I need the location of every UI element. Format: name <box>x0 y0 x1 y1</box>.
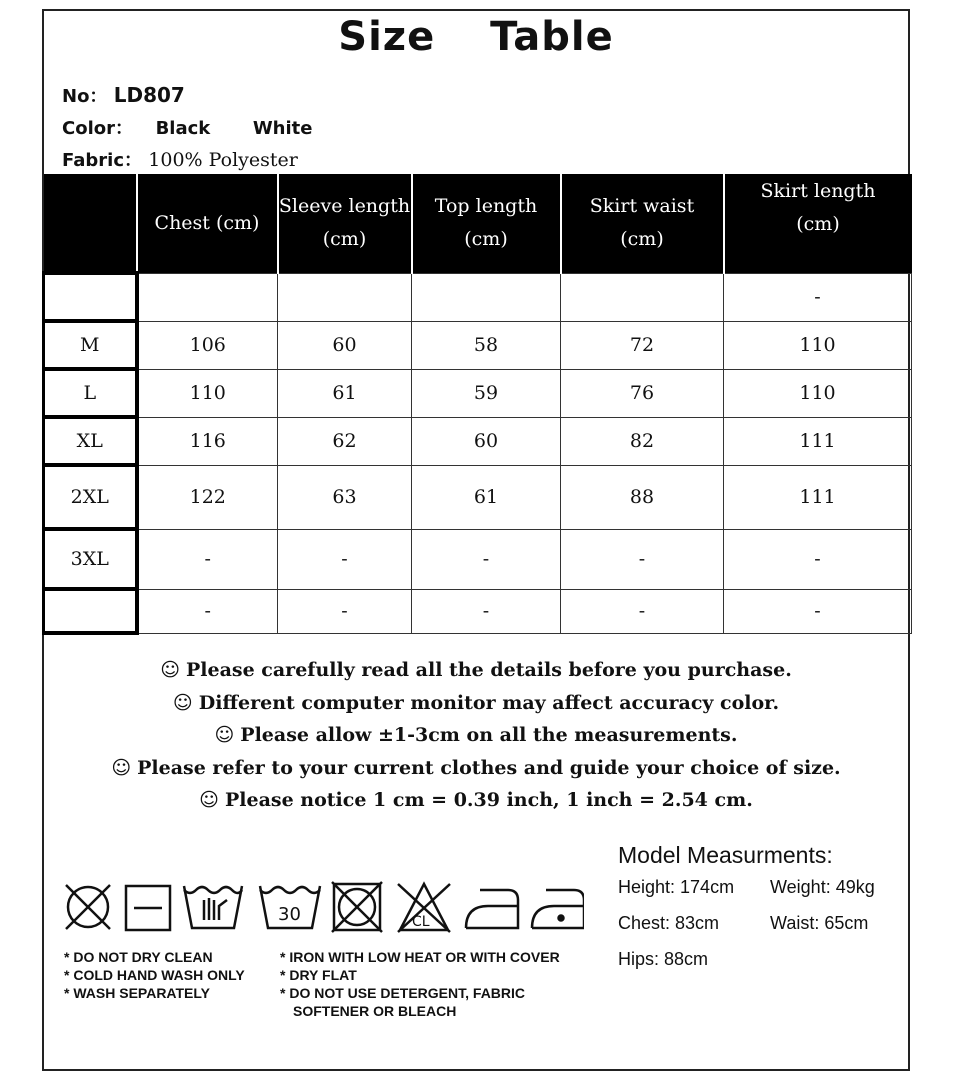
size-table <box>42 174 912 635</box>
dry-flat-icon <box>126 886 170 930</box>
table-cell: 76 <box>561 369 724 417</box>
header-top-length: Top length (cm) <box>412 174 561 273</box>
no-bleach-icon <box>398 884 450 932</box>
no-dry-clean-icon <box>66 885 110 929</box>
header-sleeve-length: Sleeve length (cm) <box>278 174 412 273</box>
header-chest: Chest (cm) <box>137 174 278 273</box>
table-cell: 59 <box>412 369 561 417</box>
table-row <box>44 321 912 369</box>
care-line: * DO NOT USE DETERGENT, FABRIC <box>280 985 526 1001</box>
table-row <box>44 369 912 417</box>
note-line: ☺ Different computer monitor may affect accuracy color. <box>172 691 780 714</box>
table-cell: 88 <box>561 465 724 529</box>
care-line: * IRON WITH LOW HEAT OR WITH COVER <box>280 949 560 965</box>
product-number <box>62 82 185 108</box>
table-row <box>44 589 912 633</box>
table-cell: - <box>561 529 724 589</box>
smiley-icon: ☺ <box>214 724 235 746</box>
header-skirt-waist: Skirt waist (cm) <box>561 174 724 273</box>
header-size <box>44 174 137 273</box>
care-icons <box>64 876 584 938</box>
table-cell: - <box>278 589 412 633</box>
size-table-header <box>44 174 912 273</box>
note-line: ☺ Please refer to your current clothes and guide your choice of size. <box>111 756 841 779</box>
size-cell: 3XL <box>44 529 137 589</box>
color-label: Color： <box>62 118 133 139</box>
table-cell: 58 <box>412 321 561 369</box>
care-line: SOFTENER OR BLEACH <box>293 1003 457 1019</box>
model-chest: Chest: 83cm <box>618 913 720 933</box>
fabric-label: Fabric： <box>62 150 142 171</box>
model-measurements <box>618 842 922 985</box>
care-instructions-right <box>280 948 560 1020</box>
size-cell <box>44 589 137 633</box>
table-cell: 72 <box>561 321 724 369</box>
table-cell: - <box>412 589 561 633</box>
table-row <box>44 529 912 589</box>
wash-30-icon <box>260 886 320 928</box>
fabric-value: 100% Polyester <box>148 149 298 171</box>
table-cell <box>561 273 724 321</box>
iron-low-heat-icon <box>532 890 584 928</box>
svg-text:30: 30 <box>278 904 301 925</box>
no-tumble-dry-icon <box>332 882 382 932</box>
table-cell: - <box>137 589 278 633</box>
table-cell: - <box>278 529 412 589</box>
color-value-2: White <box>252 118 313 139</box>
product-color <box>62 114 312 140</box>
product-fabric <box>62 146 298 172</box>
smiley-icon: ☺ <box>111 756 132 779</box>
table-cell: 61 <box>412 465 561 529</box>
table-cell <box>412 273 561 321</box>
size-cell: M <box>44 321 137 369</box>
table-cell: 63 <box>278 465 412 529</box>
table-cell: - <box>724 273 912 321</box>
smiley-icon: ☺ <box>172 691 193 714</box>
note-line: ☺ Please allow ±1-3cm on all the measurements. <box>214 724 738 746</box>
size-cell <box>44 273 137 321</box>
table-cell: - <box>137 529 278 589</box>
table-cell: 116 <box>137 417 278 465</box>
size-cell: 2XL <box>44 465 137 529</box>
purchase-notes <box>42 654 910 817</box>
size-cell: L <box>44 369 137 417</box>
table-cell: - <box>412 529 561 589</box>
table-cell: 61 <box>278 369 412 417</box>
table-cell <box>137 273 278 321</box>
table-row <box>44 273 912 321</box>
table-cell: 82 <box>561 417 724 465</box>
model-title: Model Measurments: <box>618 842 833 868</box>
note-line: ☺ Please carefully read all the details before you purchase. <box>160 659 792 681</box>
care-line: * COLD HAND WASH ONLY <box>64 967 245 983</box>
no-value: LD807 <box>113 83 185 107</box>
svg-text:CL: CL <box>412 914 430 930</box>
table-cell: 111 <box>724 417 912 465</box>
care-line: * WASH SEPARATELY <box>64 985 210 1001</box>
table-cell: 62 <box>278 417 412 465</box>
table-cell: 60 <box>412 417 561 465</box>
no-label: No： <box>62 86 108 107</box>
page-title: Size Table <box>338 14 614 60</box>
table-cell: 110 <box>724 321 912 369</box>
table-cell: - <box>561 589 724 633</box>
care-instructions-left <box>64 948 245 1002</box>
table-cell: 106 <box>137 321 278 369</box>
table-cell: - <box>724 589 912 633</box>
care-line: * DO NOT DRY CLEAN <box>64 949 213 965</box>
table-cell: - <box>724 529 912 589</box>
table-cell: 110 <box>137 369 278 417</box>
table-cell: 111 <box>724 465 912 529</box>
model-hips: Hips: 88cm <box>618 949 709 969</box>
smiley-icon: ☺ <box>199 789 219 811</box>
size-cell: XL <box>44 417 137 465</box>
model-waist: Waist: 65cm <box>770 913 869 933</box>
smiley-icon: ☺ <box>160 659 180 681</box>
header-skirt-length: Skirt length (cm) <box>724 174 912 273</box>
table-row <box>44 417 912 465</box>
table-cell: 60 <box>278 321 412 369</box>
table-cell: 122 <box>137 465 278 529</box>
iron-icon <box>466 890 518 928</box>
model-weight: Weight: 49kg <box>770 877 875 897</box>
model-height: Height: 174cm <box>618 877 735 897</box>
table-cell <box>278 273 412 321</box>
note-line: ☺ Please notice 1 cm = 0.39 inch, 1 inch = 2.54 cm. <box>199 789 753 811</box>
color-value-1: Black <box>155 118 211 139</box>
table-row <box>44 465 912 529</box>
table-cell: 110 <box>724 369 912 417</box>
hand-wash-icon <box>184 886 242 928</box>
care-line: * DRY FLAT <box>280 967 357 983</box>
